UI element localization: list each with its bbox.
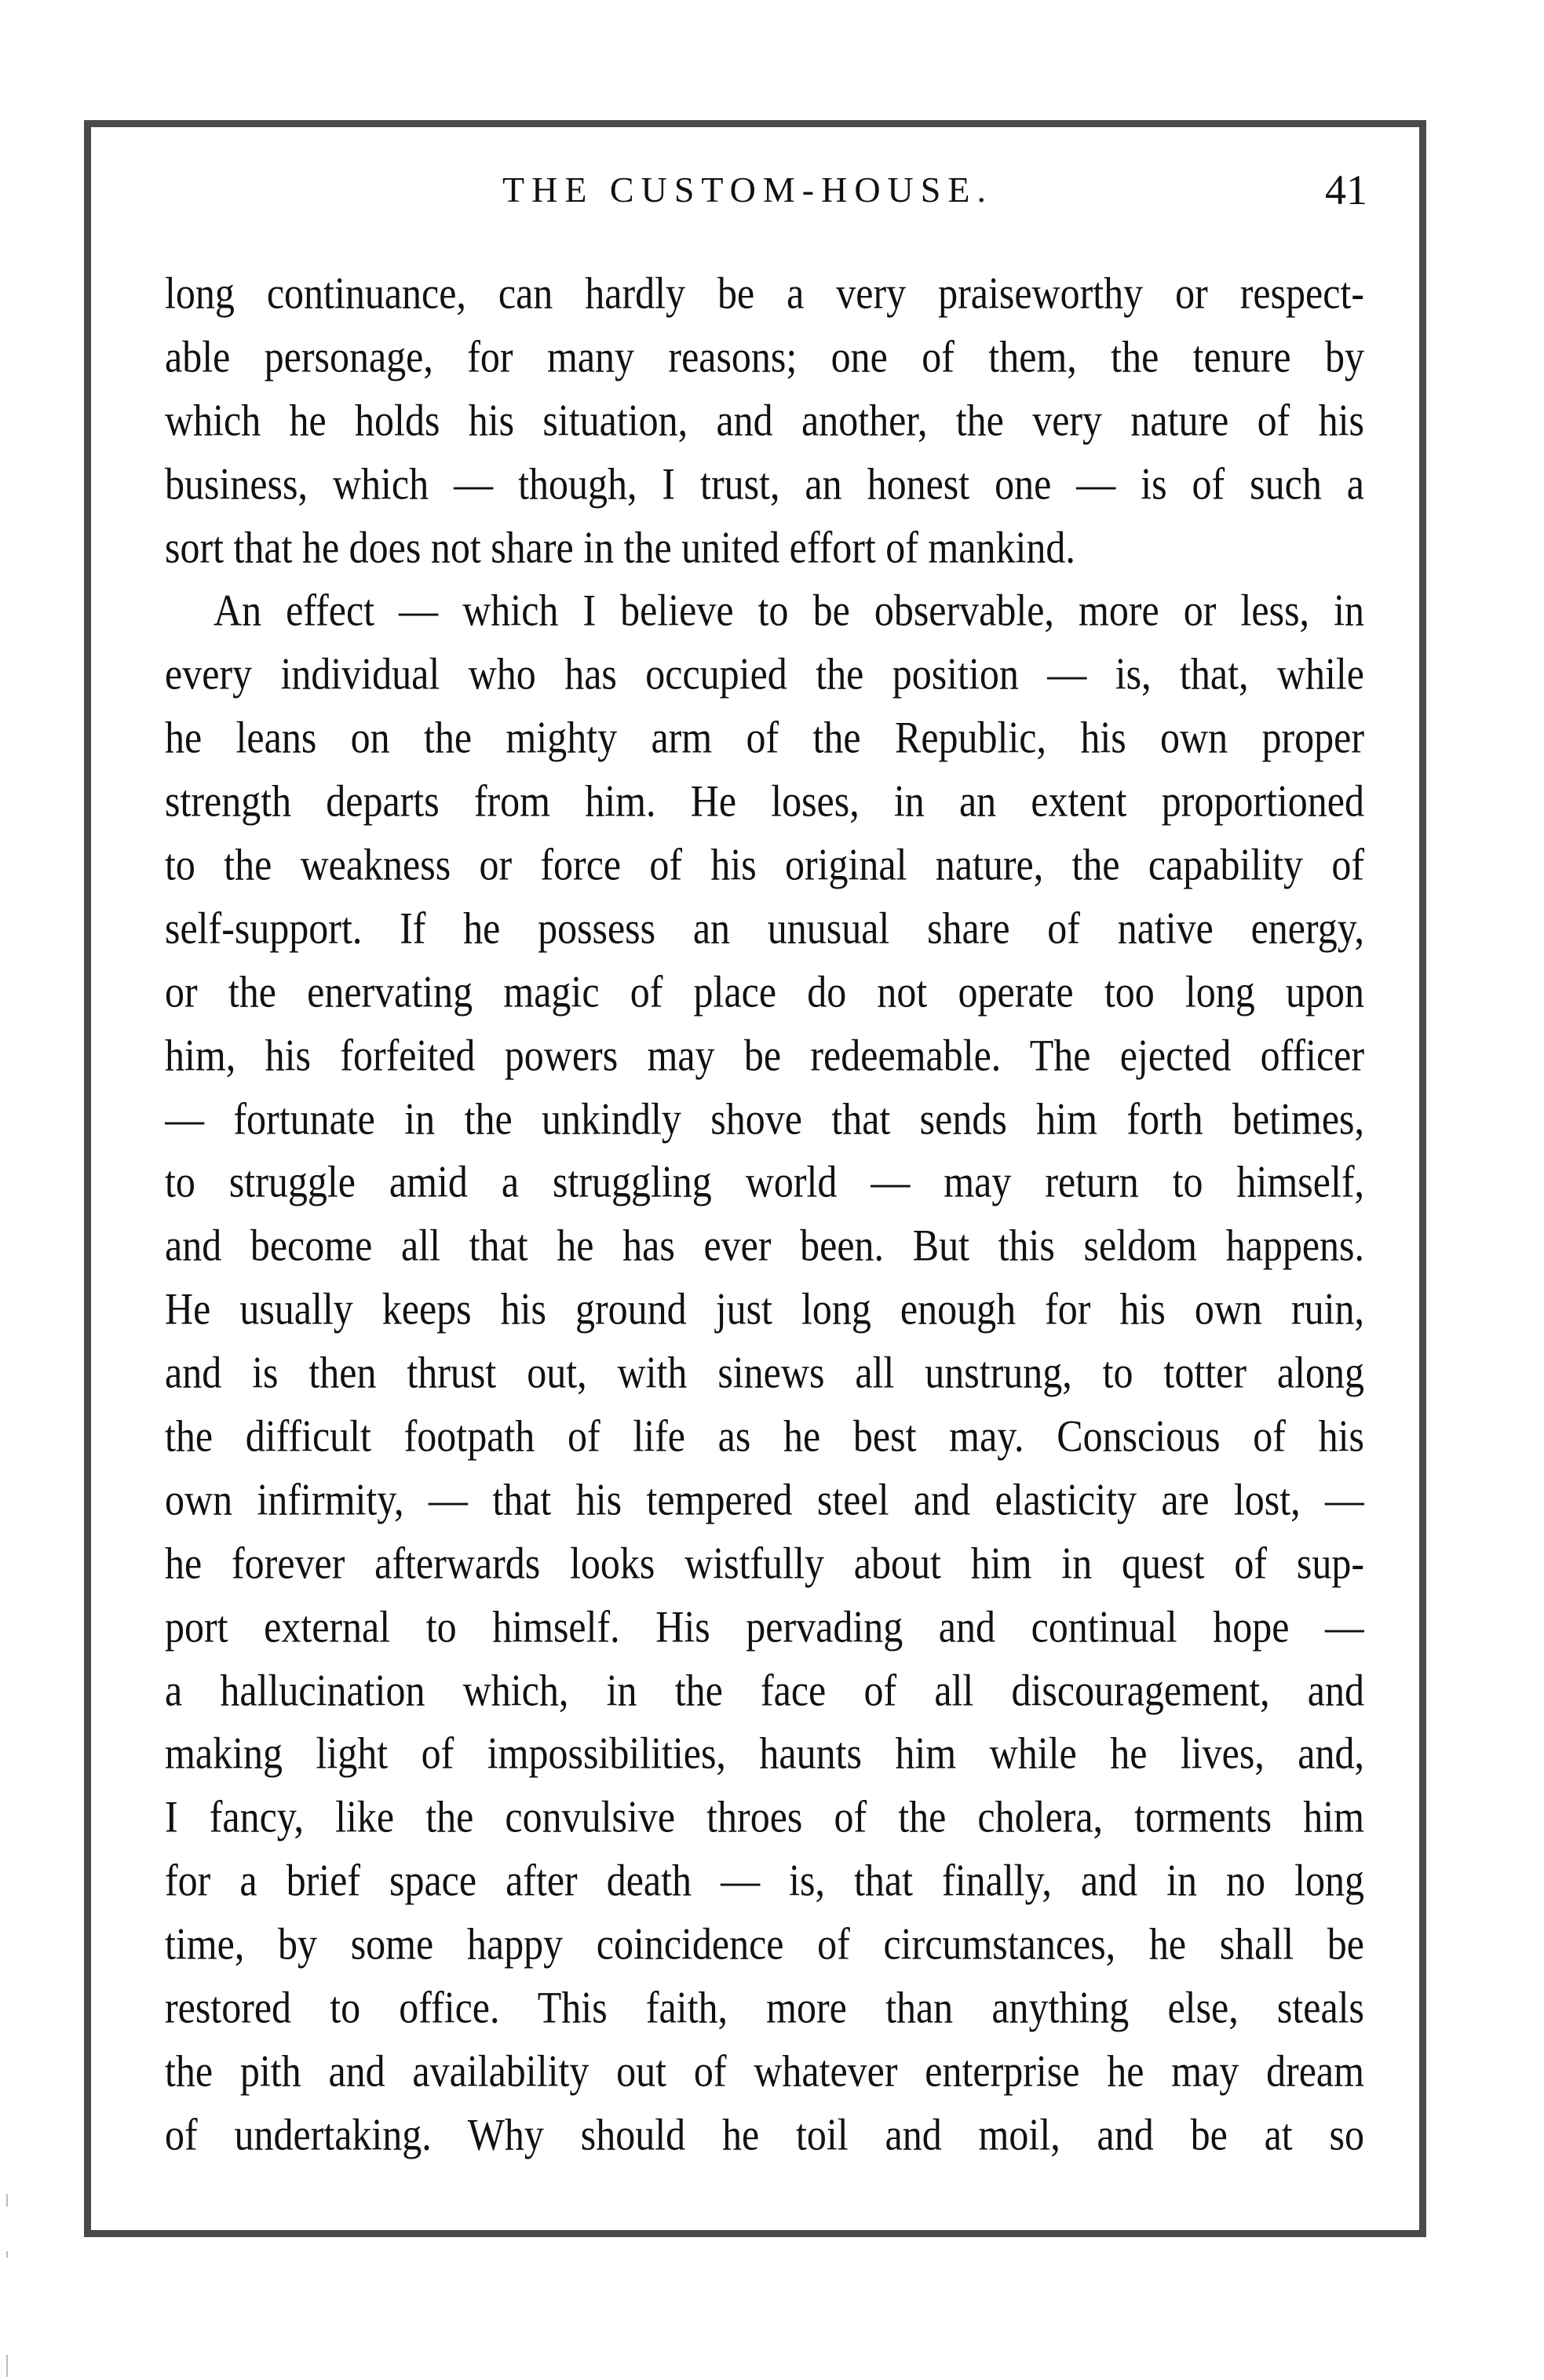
text-line: to the weakness or force of his original nature, the capability of <box>165 839 1364 889</box>
text-line: every individual who has occupied the position — is, that, while <box>165 648 1364 699</box>
text-line: of undertaking. Why should he toil and moil, and be at so <box>165 2108 1364 2159</box>
text-line: he leans on the mighty arm of the Republic, his own proper <box>165 712 1364 763</box>
scan-speck <box>6 2251 8 2258</box>
running-head: THE CUSTOM-HOUSE. <box>502 170 993 210</box>
text-line: the pith and availability out of whatever enterprise he may dream <box>165 2045 1364 2096</box>
text-line: making light of impossibilities, haunts him while he lives, and, <box>165 1728 1364 1779</box>
text-line: own infirmity, — that his tempered steel and elasticity are lost, — <box>165 1473 1364 1524</box>
text-line: him, his forfeited powers may be redeemable. The ejected officer <box>165 1029 1364 1080</box>
paragraph-start-line: An effect — which I believe to be observable, more or less, in <box>214 585 1364 636</box>
text-line: and become all that he has ever been. But this seldom happens. <box>165 1220 1364 1271</box>
text-line: or the enervating magic of place do not operate too long upon <box>165 966 1364 1017</box>
text-line: He usually keeps his ground just long enough for his own ruin, <box>165 1283 1364 1334</box>
text-line: I fancy, like the convulsive throes of the cholera, torments him <box>165 1791 1364 1842</box>
text-line: the difficult footpath of life as he best may. Conscious of his <box>165 1411 1364 1461</box>
scan-speck <box>6 2194 8 2207</box>
page-number: 41 <box>1325 166 1367 214</box>
text-line: strength departs from him. He loses, in an extent proportioned <box>165 776 1364 826</box>
text-line: and is then thrust out, with sinews all unstrung, to totter along <box>165 1347 1364 1397</box>
text-line: a hallucination which, in the face of all discouragement, and <box>165 1664 1364 1715</box>
text-line: long continuance, can hardly be a very praiseworthy or respect- <box>165 268 1364 318</box>
body-text <box>165 261 1364 2166</box>
text-line: he forever afterwards looks wistfully about him in quest of sup- <box>165 1537 1364 1588</box>
scan-speck <box>6 2355 8 2377</box>
text-line: self-support. If he possess an unusual share of native energy, <box>165 902 1364 953</box>
text-line: port external to himself. His pervading and continual hope — <box>165 1601 1364 1652</box>
text-line: restored to office. This faith, more than anything else, steals <box>165 1982 1364 2032</box>
text-line: — fortunate in the unkindly shove that sends him forth betimes, <box>165 1093 1364 1144</box>
text-line: business, which — though, I trust, an honest one — is of such a <box>165 458 1364 509</box>
text-line: time, by some happy coincidence of circumstances, he shall be <box>165 1918 1364 1969</box>
text-line: for a brief space after death — is, that finally, and in no long <box>165 1855 1364 1906</box>
text-line: able personage, for many reasons; one of them, the tenure by <box>165 330 1364 381</box>
text-line: which he holds his situation, and another, the very nature of his <box>165 394 1364 445</box>
paragraph-end-line: sort that he does not share in the united effort of mankind. <box>165 521 1075 572</box>
text-line: to struggle amid a struggling world — may return to himself, <box>165 1156 1364 1207</box>
